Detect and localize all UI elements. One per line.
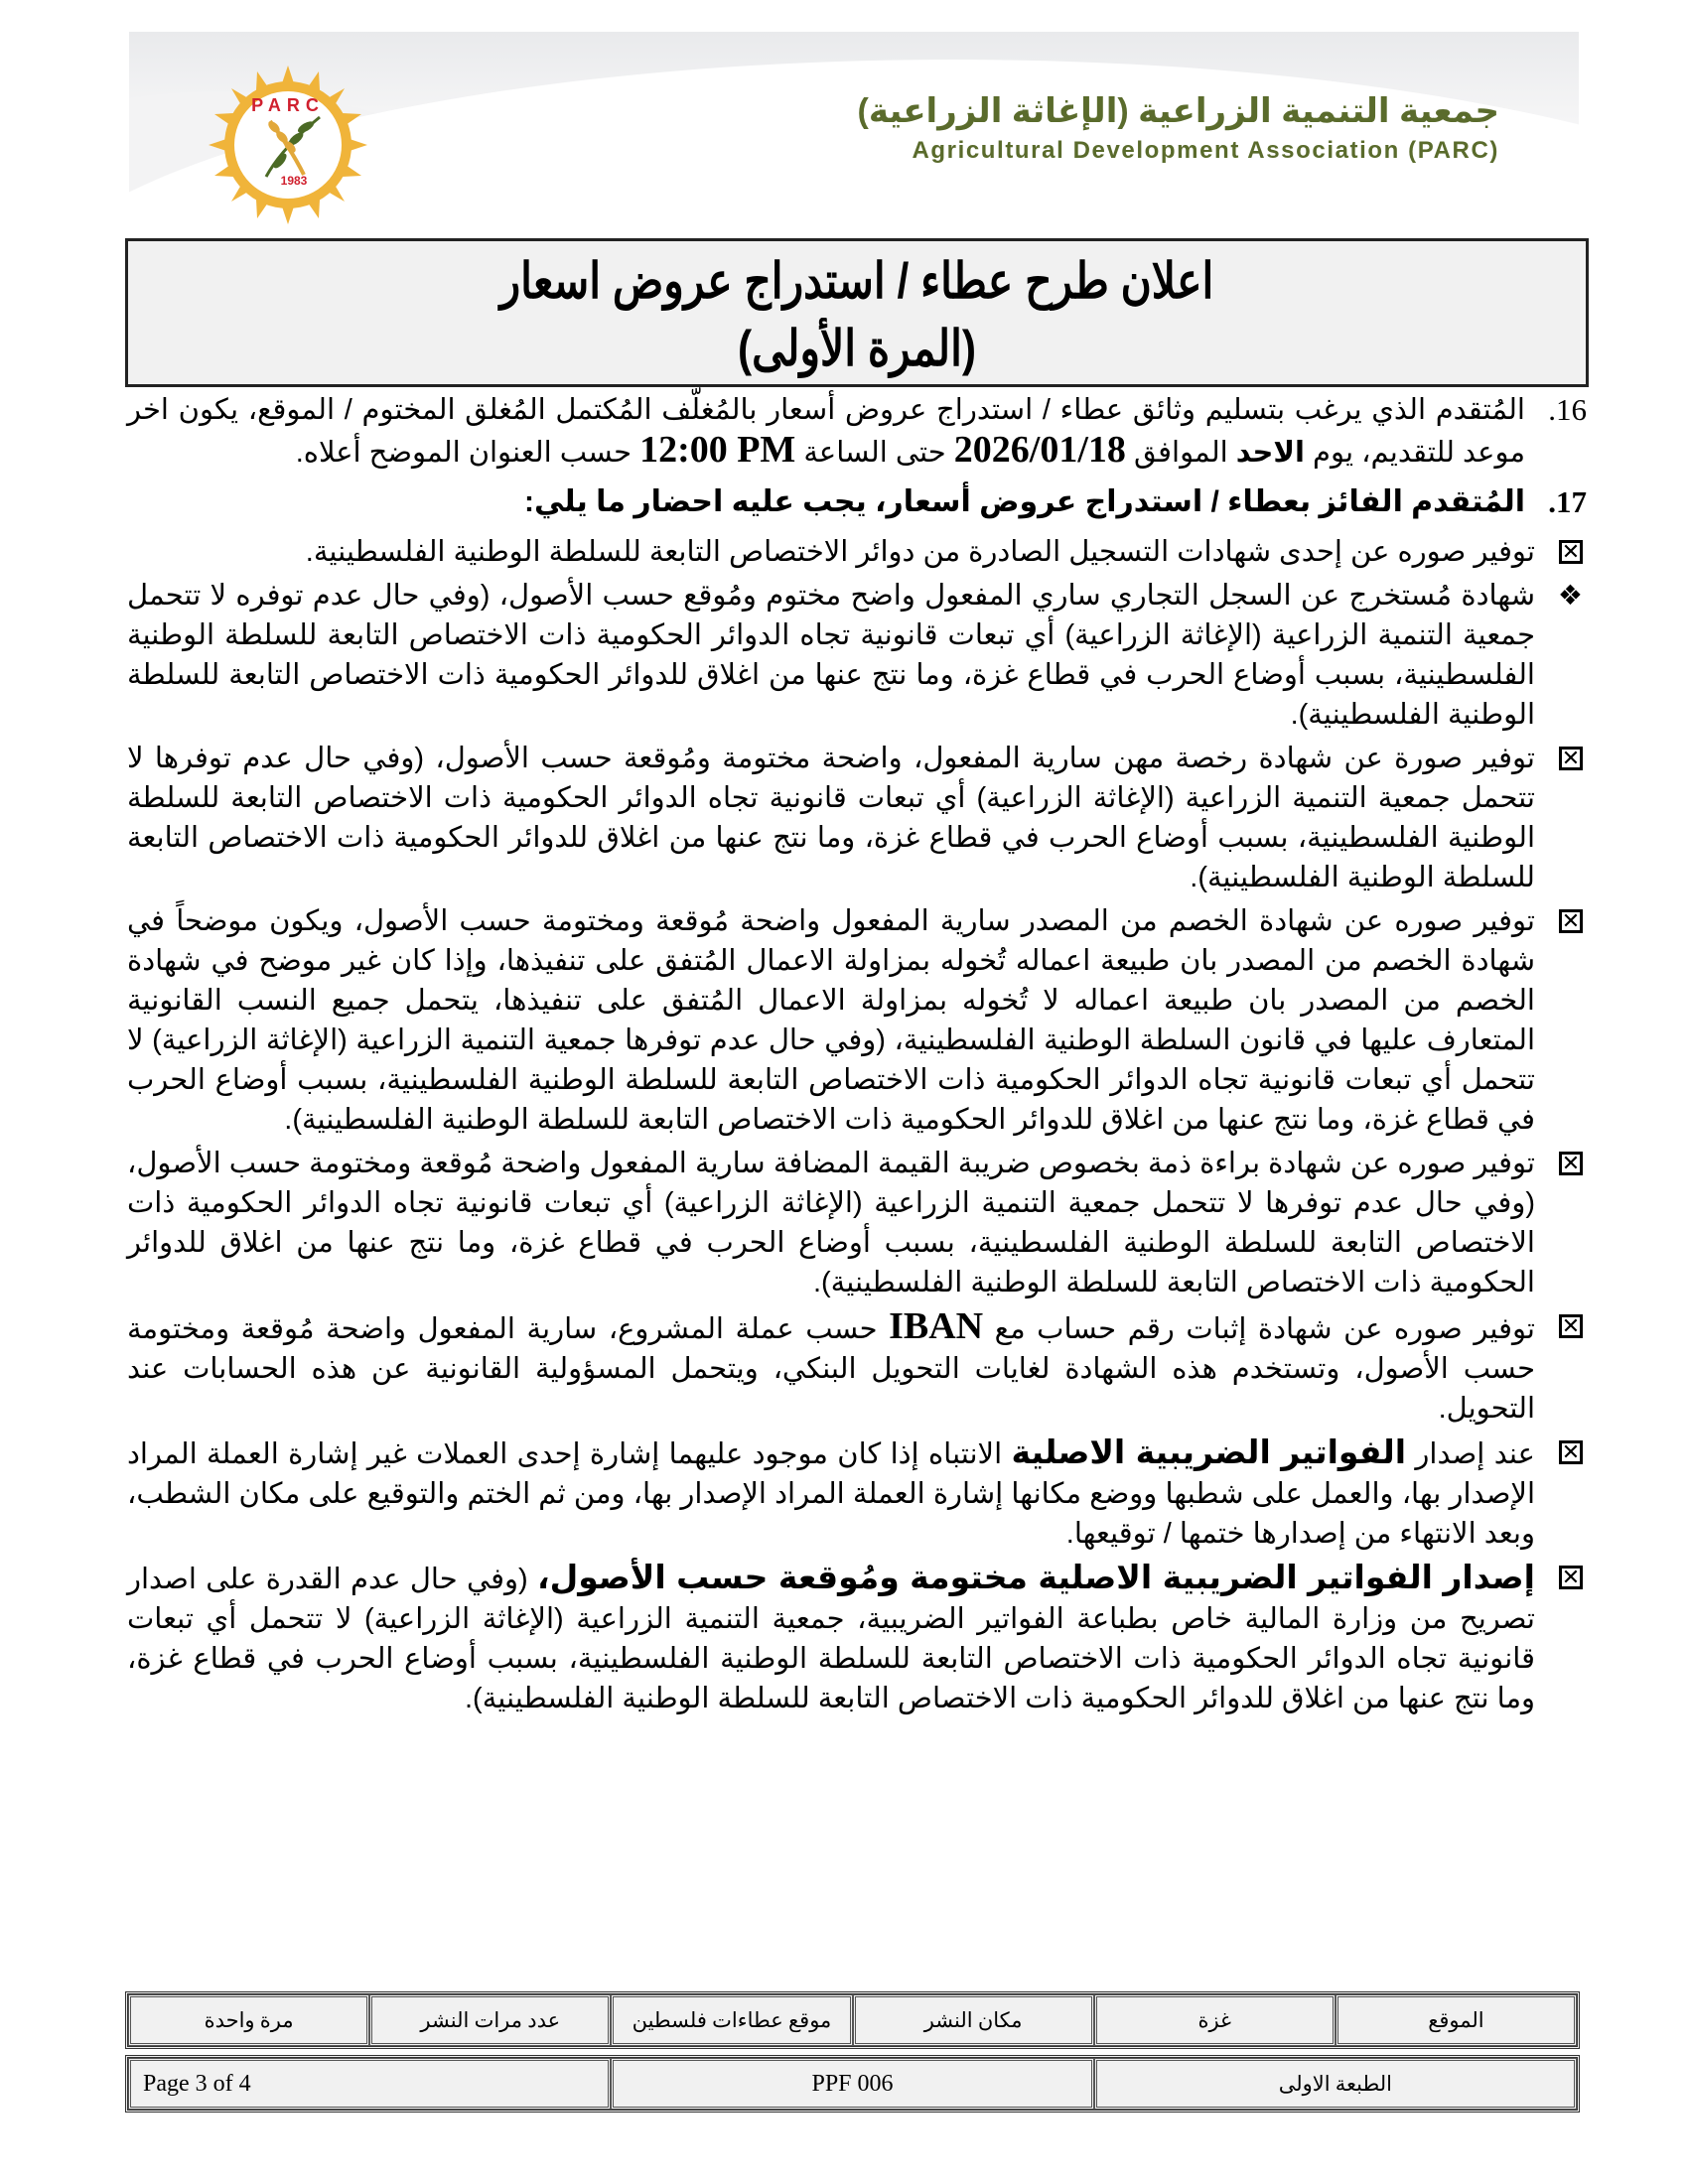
- edition: الطبعة الاولى: [1094, 2058, 1577, 2110]
- deadline-date: 2026/01/18: [953, 429, 1126, 471]
- parc-logo-icon: [209, 66, 367, 224]
- list-item: ✕ توفير صوره عن شهادة إثبات رقم حساب مع IBAN حسب عملة المشروع، سارية المفعول واضحة مُوقعة ومختومة حسب الأصول، وتستخدم هذه الشهادة لغايات التحويل البنكي، ويتحمل المسؤولية القانونية عن هذه الحسابات عند التحويل.: [127, 1306, 1587, 1429]
- checkbox-x-icon: ✕: [1559, 1314, 1583, 1338]
- list-item: ✕ توفير صوره عن إحدى شهادات التسجيل الصادرة من دوائر الاختصاص التابعة للسلطة الوطنية الفلسطينية.: [127, 532, 1587, 572]
- publish-place-value: موقع عطاءات فلسطين: [611, 1994, 852, 2046]
- announcement-title-box: [125, 238, 1589, 387]
- checkbox-x-icon: ✕: [1559, 747, 1583, 770]
- publish-count-value: مرة واحدة: [128, 1994, 369, 2046]
- checkbox-x-icon: ✕: [1559, 909, 1583, 933]
- publish-count-label: عدد مرات النشر: [369, 1994, 611, 2046]
- location-value: غزة: [1094, 1994, 1336, 2046]
- document-footer: [125, 1991, 1580, 2113]
- publication-info-table: [125, 1991, 1580, 2049]
- checkbox-x-icon: ✕: [1559, 540, 1583, 564]
- item-number: .17: [1548, 484, 1587, 519]
- checkbox-x-icon: ✕: [1559, 1566, 1583, 1589]
- announcement-title: اعلان طرح عطاء / استدراج عروض اسعار: [499, 253, 1214, 309]
- page-number: Page 3 of 4: [128, 2058, 611, 2110]
- requirements-list: [127, 532, 1587, 1718]
- numbered-item-17: .17 المُتقدم الفائز بعطاء / استدراج عروض أسعار، يجب عليه احضار ما يلي:: [127, 482, 1587, 522]
- location-label: الموقع: [1336, 1994, 1577, 2046]
- four-diamonds-icon: ❖: [1557, 580, 1583, 611]
- org-name-english: Agricultural Development Association (PARC): [912, 137, 1499, 164]
- numbered-item-16: .16 المُتقدم الذي يرغب بتسليم وثائق عطاء / استدراج عروض أسعار بالمُغلّف المُكتمل المُغلق المختوم / الموقع، يكون اخر موعد للتقديم، يوم الاحد الموافق 2026/01/18 حتى الساعة 12:00 PM حسب العنوان الموضح أعلاه.: [127, 392, 1587, 471]
- form-code: PPF 006: [611, 2058, 1093, 2110]
- publish-place-label: مكان النشر: [853, 1994, 1094, 2046]
- list-item: ✕ توفير صوره عن شهادة براءة ذمة بخصوص ضريبة القيمة المضافة سارية المفعول واضحة مُوقعة ومختومة حسب الأصول، (وفي حال عدم توفرها لا تتحمل جمعية التنمية الزراعية (الإغاثة الزراعية) أي تبعات قانونية تجاه الدوائر الحكومية ذات الاختصاص التابعة للسلطة الوطنية الفلسطينية، بسبب أوضاع الحرب في قطاع غزة، وما نتج عنها من اغلاق للدوائر الحكومية ذات الاختصاص التابعة للسلطة الوطنية الفلسطينية).: [127, 1144, 1587, 1302]
- svg-text:PARC: PARC: [251, 95, 325, 115]
- svg-text:1983: 1983: [280, 174, 308, 188]
- checkbox-x-icon: ✕: [1559, 1440, 1583, 1464]
- form-info-table: [125, 2055, 1580, 2113]
- letterhead: [129, 32, 1579, 230]
- announcement-subtitle: (المرة الأولى): [737, 321, 977, 376]
- org-name-arabic: جمعية التنمية الزراعية (الإغاثة الزراعية): [857, 92, 1499, 130]
- document-body: [127, 390, 1587, 1722]
- checkbox-x-icon: ✕: [1559, 1152, 1583, 1175]
- list-item: ❖ شهادة مُستخرج عن السجل التجاري ساري المفعول واضح مختوم ومُوقع حسب الأصول، (وفي حال عدم توفره لا تتحمل جمعية التنمية الزراعية (الإغاثة الزراعية) أي تبعات قانونية تجاه الدوائر الحكومية ذات الاختصاص التابعة للسلطة الوطنية الفلسطينية، بسبب أوضاع الحرب في قطاع غزة، وما نتج عنها من اغلاق للدوائر الحكومية ذات الاختصاص التابعة للسلطة الوطنية الفلسطينية).: [127, 580, 1583, 731]
- list-item: ✕ إصدار الفواتير الضريبية الاصلية مختومة ومُوقعة حسب الأصول، (وفي حال عدم القدرة على اصدار تصريح من وزارة المالية خاص بطباعة الفواتير الضريبية، جمعية التنمية الزراعية (الإغاثة الزراعية) لا تتحمل أي تبعات قانونية تجاه الدوائر الحكومية ذات الاختصاص التابعة للسلطة الوطنية الفلسطينية، بسبب أوضاع الحرب في قطاع غزة، وما نتج عنها من اغلاق للدوائر الحكومية ذات الاختصاص التابعة للسلطة الوطنية الفلسطينية).: [127, 1558, 1587, 1718]
- list-item: ✕ عند إصدار الفواتير الضريبية الاصلية الانتباه إذا كان موجود عليهما إشارة إحدى العملات غير إشارة العملة المراد الإصدار بها، والعمل على شطبها ووضع مكانها إشارة العملة المراد الإصدار بها، ومن ثم الختم والتوقيع على مكان الشطب، وبعد الانتهاء من إصدارها ختمها / توقيعها.: [127, 1433, 1587, 1554]
- item-number: .16: [1548, 392, 1587, 427]
- iban-label: IBAN: [889, 1305, 984, 1347]
- list-item: ✕ توفير صورة عن شهادة رخصة مهن سارية المفعول، واضحة مختومة ومُوقعة حسب الأصول، (وفي حال عدم توفرها لا تتحمل جمعية التنمية الزراعية (الإغاثة الزراعية) أي تبعات قانونية تجاه الدوائر الحكومية ذات الاختصاص التابعة للسلطة الوطنية الفلسطينية، بسبب أوضاع الحرب في قطاع غزة، وما نتج عنها من اغلاق للدوائر الحكومية ذات الاختصاص التابعة للسلطة الوطنية الفلسطينية).: [127, 739, 1587, 897]
- list-item: ✕ توفير صوره عن شهادة الخصم من المصدر سارية المفعول واضحة مُوقعة ومختومة حسب الأصول، ويكون موضحاً في شهادة الخصم من المصدر بان طبيعة اعماله تُخوله بمزاولة الاعمال المُتفق على تنفيذها، وإذا كان غير موضح في شهادة الخصم من المصدر بان طبيعة اعماله لا تُخوله بمزاولة الاعمال المُتفق على تنفيذها، يتحمل جميع النسب القانونية المتعارف عليها في قانون السلطة الوطنية الفلسطينية، (وفي حال عدم توفرها جمعية التنمية الزراعية (الإغاثة الزراعية) لا تتحمل أي تبعات قانونية تجاه الدوائر الحكومية ذات الاختصاص التابعة للسلطة الوطنية الفلسطينية، بسبب أوضاع الحرب في قطاع غزة، وما نتج عنها من اغلاق للدوائر الحكومية ذات الاختصاص التابعة للسلطة الوطنية الفلسطينية).: [127, 901, 1587, 1140]
- deadline-time: 12:00 PM: [639, 429, 796, 471]
- deadline-day: الاحد: [1235, 437, 1305, 469]
